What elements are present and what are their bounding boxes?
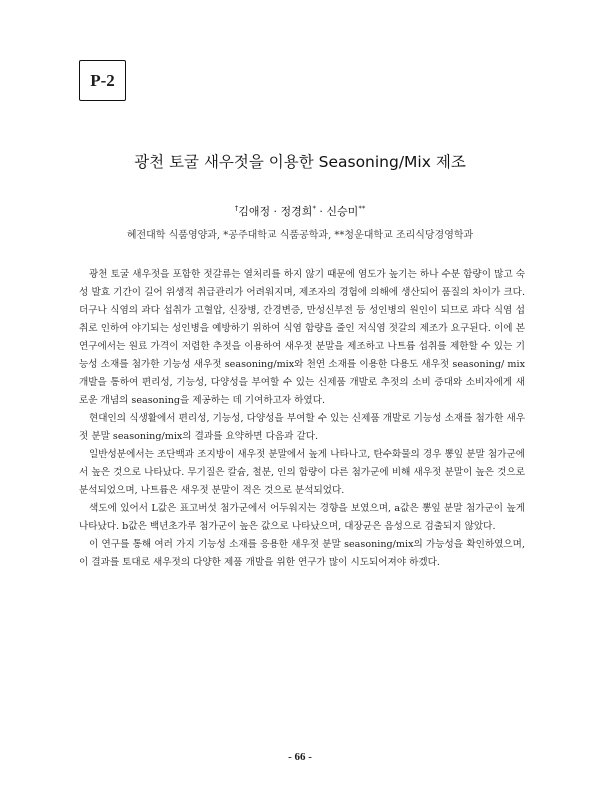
paragraph: 현대인의 식생활에서 편리성, 기능성, 다양성을 부여할 수 있는 신제품 개발로 기능성 소재를 첨가한 새우젓 분말 seasoning/mix의 결과를 요약하면 다음과 같다. (79, 413, 525, 442)
author-name-last: · 신승미 (315, 205, 359, 218)
affiliation-mark-2: ** (358, 204, 366, 213)
poster-id-badge: P-2 (79, 60, 126, 101)
paper-title: 광천 토굴 새우젓을 이용한 Seasoning/Mix 제조 (134, 153, 466, 171)
author-line (0, 203, 600, 219)
paragraph: 일반성분에서는 조단백과 조지방이 새우젓 분말에서 높게 나타나고, 탄수화물의 경우 뽕잎 분말 첨가군에서 높은 것으로 나타났다. 무기질은 칼슘, 철분, 인의 함량이 다른 첨가군에 비해 새우젓 분말이 높은 것으로 분석되었으며, 나트륨은 새우젓 분말이 적은 것으로 분석되었다. (79, 449, 525, 496)
paragraph: 색도에 있어서 L값은 표고버섯 첨가군에서 어두워지는 경향을 보였으며, a값은 뽕잎 분말 첨가군이 높게 나타났다. b값은 백년초가루 첨가군이 높은 값으로 나타났으며, 대장균은 음성으로 검출되지 않았다. (79, 503, 525, 532)
affiliation-mark-1: * (312, 204, 316, 213)
corresponding-mark: † (234, 204, 239, 213)
paragraph: 광천 토굴 새우젓을 포함한 젓갈류는 열처리를 하지 않기 때문에 염도가 높기는 하나 수분 함량이 많고 숙성 발효 기간이 길어 위생적 취급관리가 어려워지며, 제조자의 경험에 의해에 생산되어 품질의 차이가 크다. 더구나 식염의 과다 섭취가 고혈압, 신장병, 간경변증, 만성신부전 등 성인병의 원인이 되므로 과다 식염 섭취로 인하여 야기되는 성인병을 예방하기 위하여 식염 함량을 줄인 저식염 젓갈의 제조가 요구된다. 이에 본 연구에서는 원료 가격이 저렴한 추젓을 이용하여 새우젓 분말을 제조하고 나트륨 섭취를 제한할 수 있는 기능성 소재를 첨가한 기능성 새우젓 seasoning/mix와 천연 소재를 이용한 다용도 새우젓 seasoning/ mix 개발을 통하여 편리성, 기능성, 다양성을 부여할 수 있는 신제품 개발로 추젓의 소비 증대와 소비자에게 새로운 개념의 seasoning을 제공하는 데 기여하고자 하였다. (79, 269, 525, 406)
paragraph: 이 연구를 통해 여러 가지 기능성 소재를 응용한 새우젓 분말 seasoning/mix의 가능성을 확인하였으며, 이 결과를 토대로 새우젓의 다양한 제품 개발을 위한 연구가 많이 시도되어져야 하겠다. (79, 539, 525, 568)
abstract-body (79, 266, 525, 572)
page-number: - 66 - (288, 751, 312, 763)
affiliations: 혜전대학 식품영양과, *공주대학교 식품공학과, **청운대학교 조리식당경영학과 (126, 230, 474, 241)
author-names: 김애정 · 정경희 (238, 205, 313, 218)
